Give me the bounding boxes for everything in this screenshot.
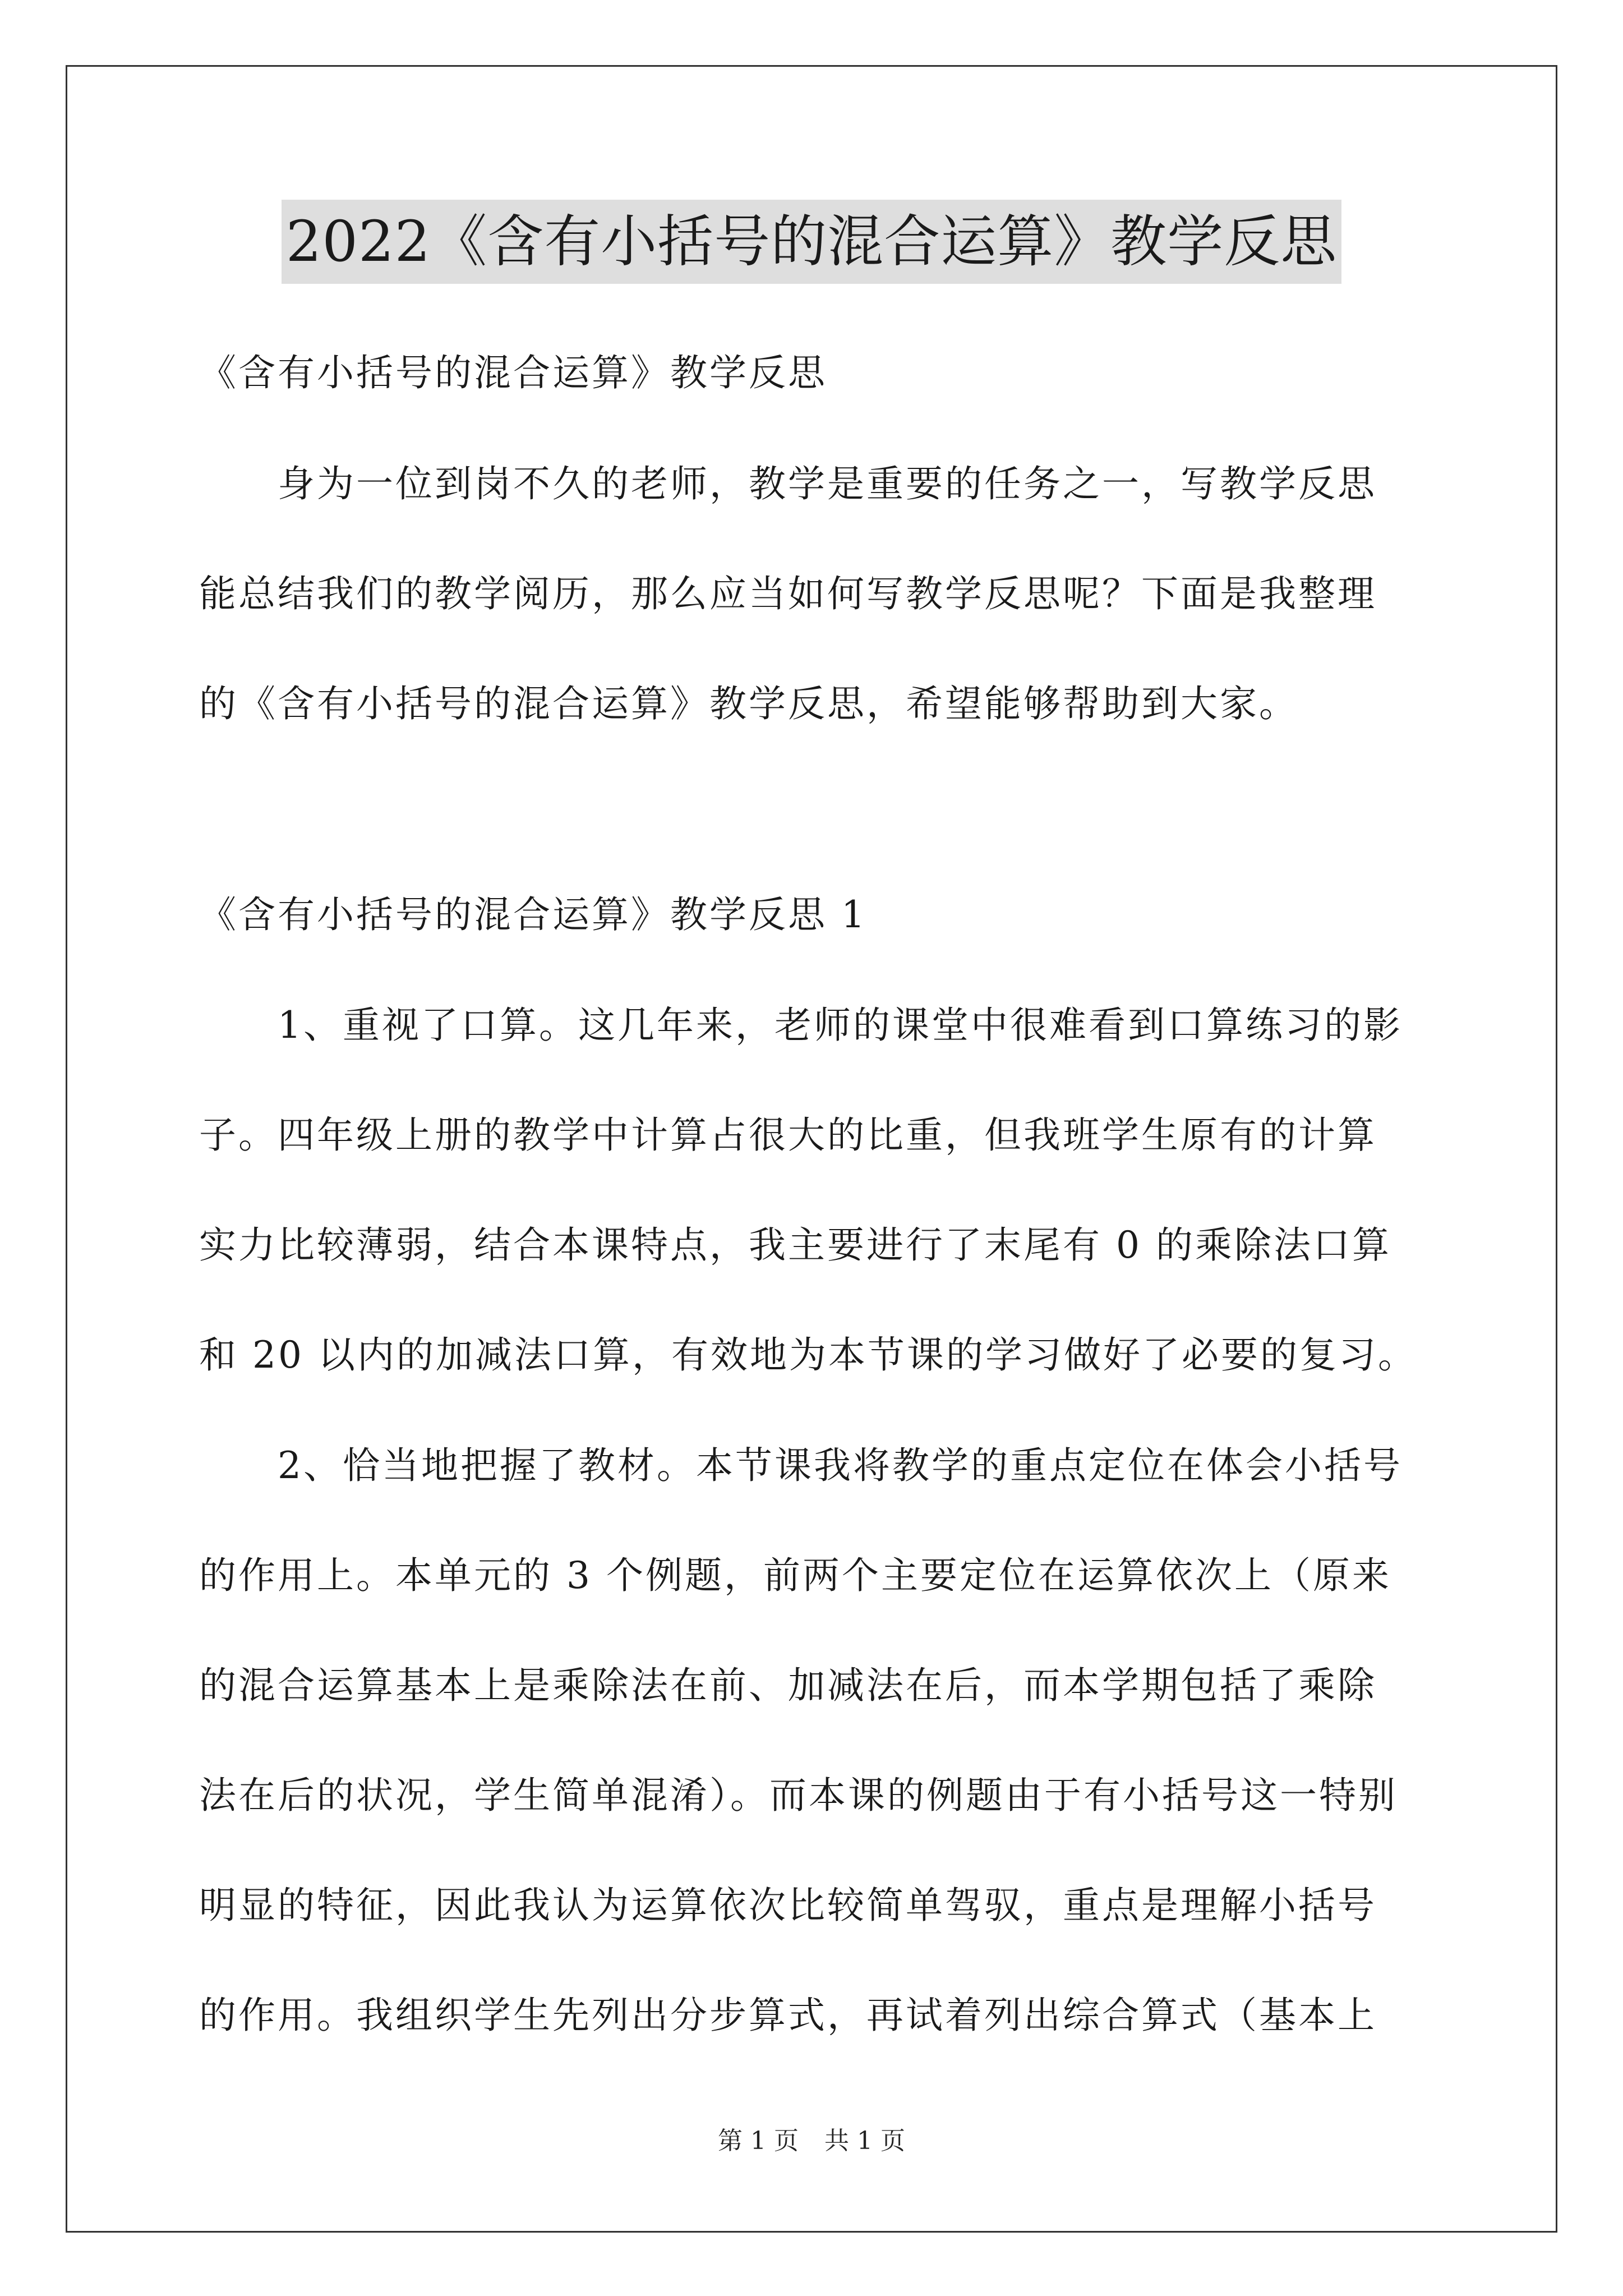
paragraph-line: 2、恰当地把握了教材。本节课我将教学的重点定位在体会小括号 [278, 1444, 1403, 1487]
intro-line: 身为一位到岗不久的老师，教学是重要的任务之一，写教学反思 [278, 462, 1377, 505]
paragraph-line: 实力比较薄弱，结合本课特点，我主要进行了末尾有 0 的乘除法口算 [199, 1223, 1391, 1267]
paragraph-line: 的混合运算基本上是乘除法在前、加减法在后，而本学期包括了乘除 [199, 1664, 1377, 1707]
paragraph-line: 子。四年级上册的教学中计算占很大的比重，但我班学生原有的计算 [199, 1114, 1377, 1157]
page-number-current: 第 1 页 [718, 2127, 799, 2155]
page-footer [0, 2124, 1623, 2158]
paragraph-line: 的作用。我组织学生先列出分步算式，再试着列出综合算式（基本上 [199, 1994, 1377, 2037]
intro-line: 的《含有小括号的混合运算》教学反思，希望能够帮助到大家。 [199, 682, 1298, 725]
title-container [0, 200, 1623, 284]
page-number-total: 共 1 页 [824, 2127, 905, 2155]
intro-line: 能总结我们的教学阅历，那么应当如何写教学反思呢？下面是我整理 [199, 572, 1377, 615]
document-title: 2022《含有小括号的混合运算》教学反思 [282, 200, 1342, 284]
paragraph-line: 法在后的状况，学生简单混淆）。而本课的例题由于有小括号这一特别 [199, 1774, 1398, 1817]
section-heading: 《含有小括号的混合运算》教学反思 1 [199, 893, 867, 936]
paragraph-line: 的作用上。本单元的 3 个例题，前两个主要定位在运算依次上（原来 [199, 1554, 1391, 1597]
paragraph-line: 和 20 以内的加减法口算，有效地为本节课的学习做好了必要的复习。 [199, 1333, 1417, 1377]
document-subtitle: 《含有小括号的混合运算》教学反思 [199, 351, 827, 394]
paragraph-line: 明显的特征，因此我认为运算依次比较简单驾驭，重点是理解小括号 [199, 1884, 1377, 1927]
paragraph-line: 1、重视了口算。这几年来，老师的课堂中很难看到口算练习的影 [278, 1004, 1403, 1047]
